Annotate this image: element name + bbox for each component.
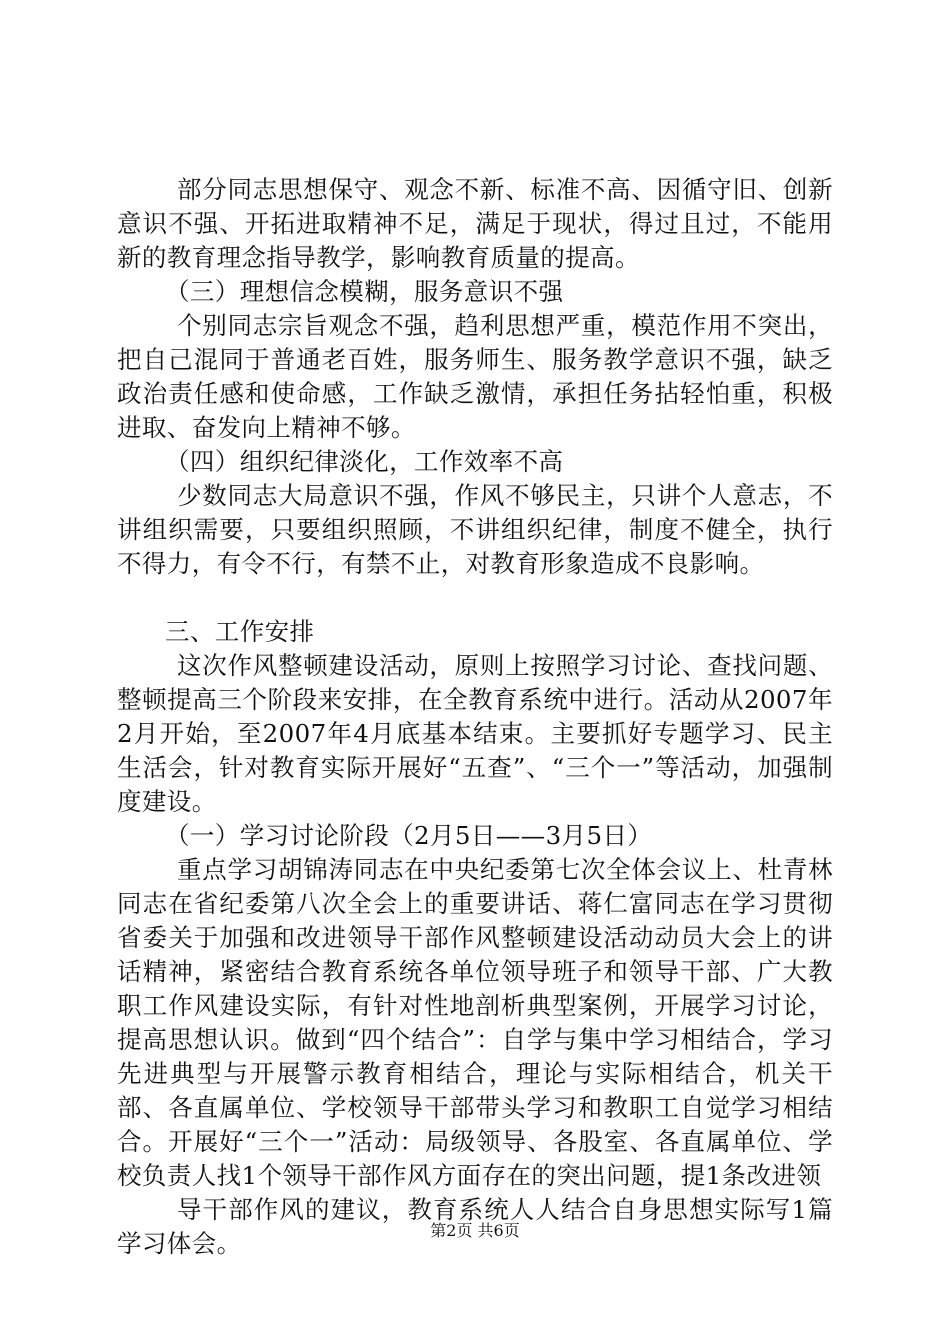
subsection-heading: （一）学习讨论阶段（2月5日——3月5日）: [165, 821, 653, 850]
body-paragraph: 导干部作风的建议，教育系统人人结合自身思想实际写1篇学习体会。: [117, 1195, 833, 1258]
body-paragraph: 个别同志宗旨观念不强，趋利思想严重，模范作用不突出，把自己混同于普通老百姓，服务师生、服务教学意识不强，缺乏政治责任感和使命感，工作缺乏激情，承担任务拈轻怕重，积极进取、奋发向上精神不够。: [117, 311, 833, 442]
subsection-heading: （四）组织纪律淡化，工作效率不高: [165, 447, 564, 476]
body-paragraph: 部分同志思想保守、观念不新、标准不高、因循守旧、创新意识不强、开拓进取精神不足，满足于现状，得过且过，不能用新的教育理念指导教学，影响教育质量的提高。: [117, 175, 833, 272]
body-paragraph: 重点学习胡锦涛同志在中央纪委第七次全体会议上、杜青林同志在省纪委第八次全会上的重要讲话、蒋仁富同志在学习贯彻省委关于加强和改进领导干部作风整顿建设活动动员大会上的讲话精神，紧密结合教育系统各单位领导班子和领导干部、广大教职工作风建设实际，有针对性地剖析典型案例，开展学习讨论，提高思想认识。做到“四个结合”：自学与集中学习相结合，学习先进典型与开展警示教育相结合，理论与实际相结合，机关干部、各直属单位、学校领导干部带头学习和教职工自觉学习相结合。开展好“三个一”活动：局级领导、各股室、各直属单位、学校负责人找1个领导干部作风方面存在的突出问题，提1条改进领: [117, 855, 833, 1190]
body-paragraph: 这次作风整顿建设活动，原则上按照学习讨论、查找问题、整顿提高三个阶段来安排，在全教育系统中进行。活动从2007年2月开始，至2007年4月底基本结束。主要抓好专题学习、民主生活会，针对教育实际开展好“五查”、“三个一”等活动，加强制度建设。: [117, 651, 833, 816]
document-body: [117, 173, 833, 1261]
page-footer: 第2页 共6页: [430, 1221, 520, 1240]
body-paragraph: 少数同志大局意识不强，作风不够民主，只讲个人意志，不讲组织需要，只要组织照顾，不讲组织纪律，制度不健全，执行不得力，有令不行，有禁不止，对教育形象造成不良影响。: [117, 481, 833, 578]
subsection-heading: （三）理想信念模糊，服务意识不强: [165, 277, 564, 306]
section-heading: 三、工作安排: [165, 617, 315, 646]
